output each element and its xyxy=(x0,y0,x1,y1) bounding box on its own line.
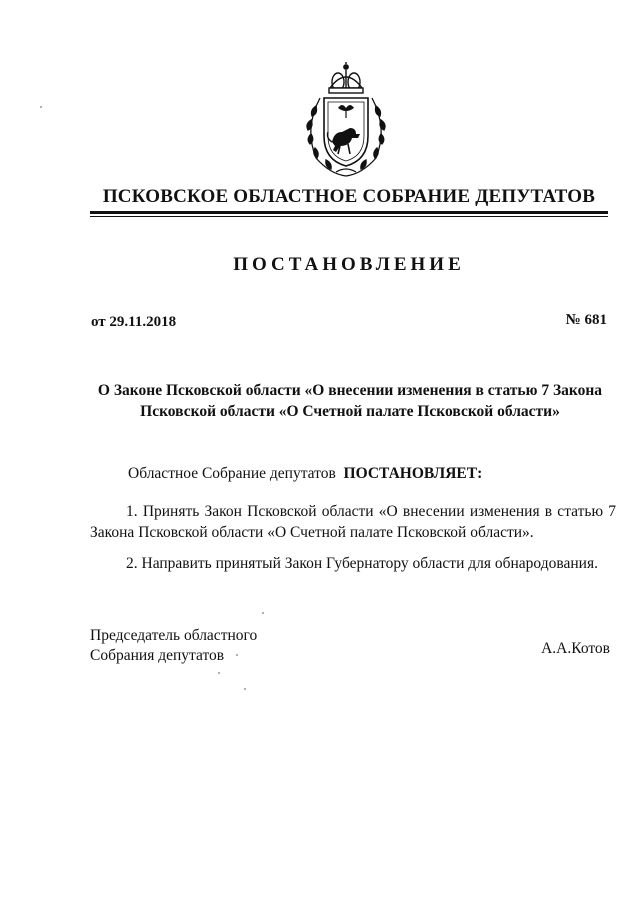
scan-speck xyxy=(262,612,264,614)
signatory-title xyxy=(90,626,257,666)
header-rule-thick xyxy=(90,211,608,214)
preamble-resolves: ПОСТАНОВЛЯЕТ: xyxy=(343,465,483,482)
crown-icon xyxy=(329,62,363,93)
signatory-title-line-1: Председатель областного xyxy=(90,627,258,644)
signatory-title-line-2: Собрания депутатов xyxy=(90,647,225,664)
document-type-title: ПОСТАНОВЛЕНИЕ xyxy=(233,254,465,275)
shield-icon xyxy=(324,98,368,166)
scan-speck xyxy=(244,688,246,690)
document-date: от 29.11.2018 xyxy=(91,314,177,330)
preamble-text: Областное Собрание депутатов xyxy=(128,465,336,482)
pskov-coat-of-arms-icon xyxy=(300,62,392,180)
scan-speck xyxy=(40,106,42,108)
resolution-item-1: 1. Принять Закон Псковской области «О внесении изменения в статью 7 Закона Псковской области «О Счетной палате Псковской области». xyxy=(90,503,616,541)
scan-speck xyxy=(218,672,220,674)
signatory-name: А.А.Котов xyxy=(541,640,610,657)
resolution-item-2: 2. Направить принятый Закон Губернатору области для обнародования. xyxy=(126,555,598,572)
header-rule-thin xyxy=(90,216,608,217)
preamble xyxy=(128,465,482,483)
subject-line-1: О Законе Псковской области «О внесении изменения в статью 7 Закона xyxy=(97,382,603,399)
subject-line-2: Псковской области «О Счетной палате Псковской области» xyxy=(140,403,560,420)
document-subject xyxy=(90,380,610,422)
organization-name: ПСКОВСКОЕ ОБЛАСТНОЕ СОБРАНИЕ ДЕПУТАТОВ xyxy=(102,186,596,207)
document-number: № 681 xyxy=(565,312,607,328)
scan-speck xyxy=(236,654,238,656)
